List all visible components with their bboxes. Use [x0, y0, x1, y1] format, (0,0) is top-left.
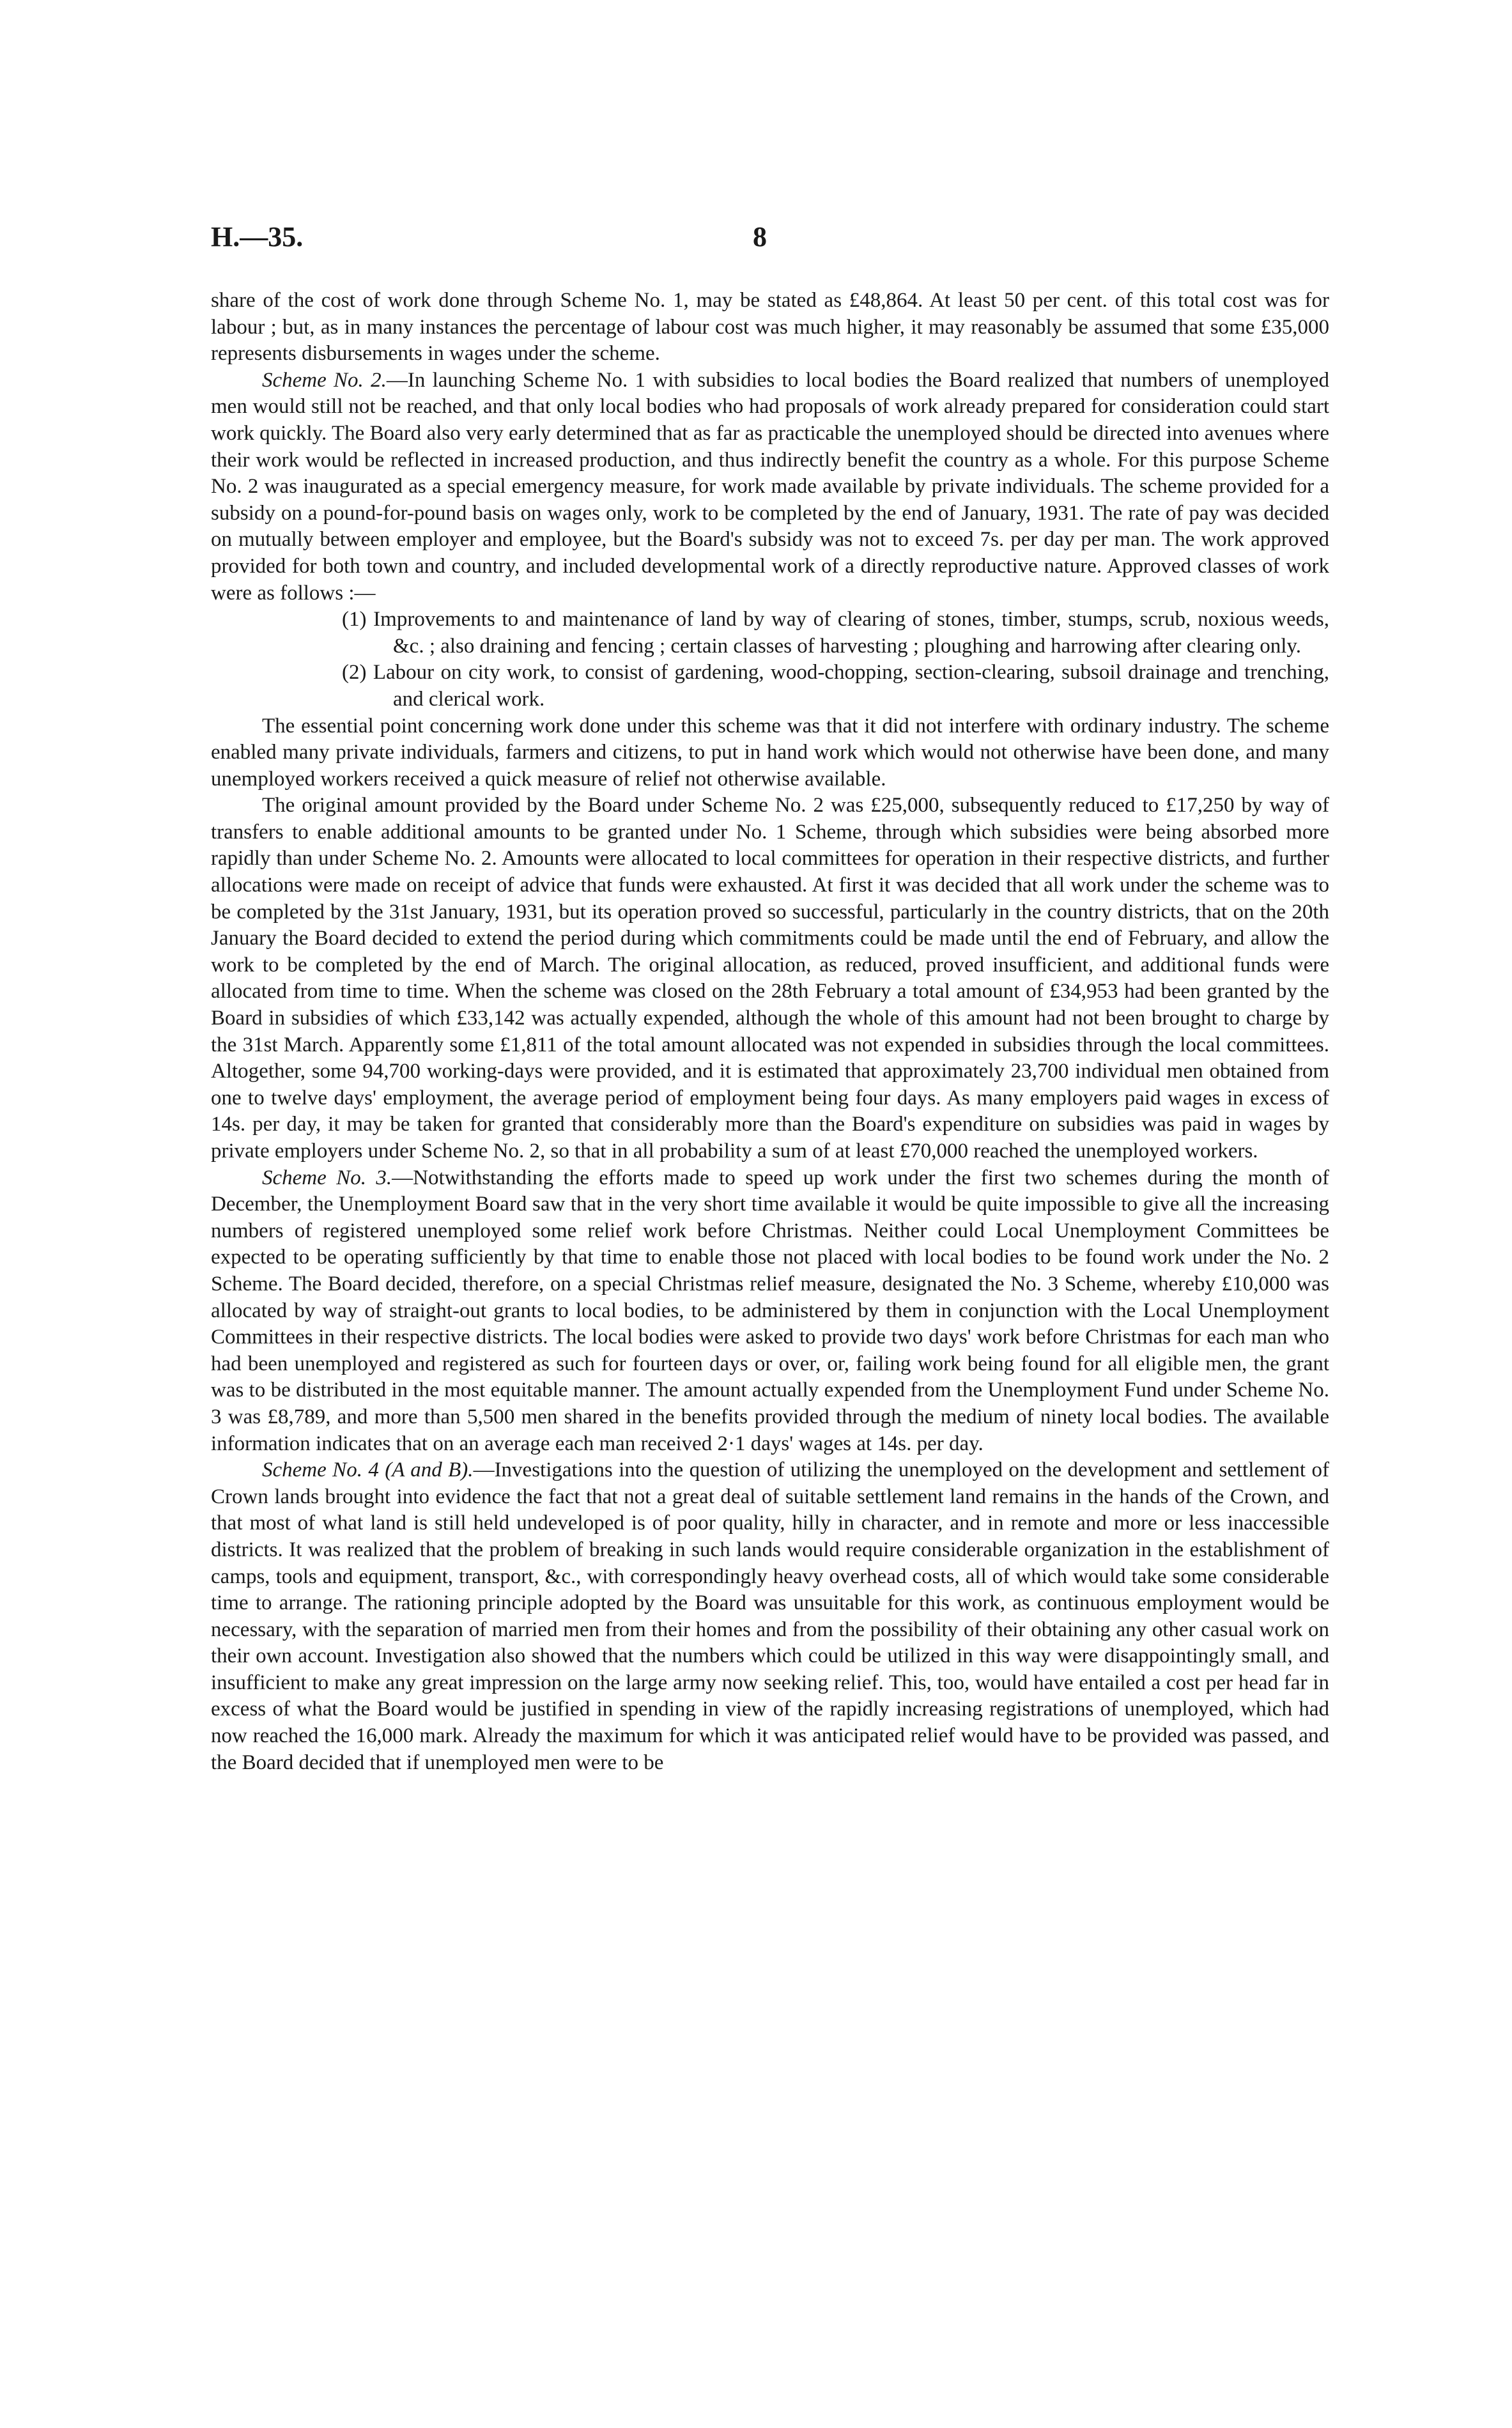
body-text: [211, 288, 1329, 1776]
scheme-3-text: —Notwithstanding the efforts made to speed up work under the first two schemes during the month of December, the Unemployment Board saw that in the very short time available it would be quite impossible to give all the increasing numbers of registered unemployed some relief work before Christmas. Neither could Local Unemployment Committees be expected to be operating sufficiently by that time to enable those not placed with local bodies to be found work under the No. 2 Scheme. The Board decided, therefore, on a special Christmas relief measure, designated the No. 3 Scheme, whereby £10,000 was allocated by way of straight-out grants to local bodies, to be administered by them in conjunction with the Local Unemployment Committees in their respective districts. The local bodies were asked to provide two days' work before Christmas for each man who had been unemployed and registered as such for fourteen days or over, or, failing work being found for all eligible men, the grant was to be distributed in the most equitable manner. The amount actually expended from the Unemployment Fund under Scheme No. 3 was £8,789, and more than 5,500 men shared in the benefits provided through the medium of ninety local bodies. The available information indicates that on an average each man received 2·1 days' wages at 14s. per day.: [211, 1166, 1329, 1455]
paragraph-essential-point: The essential point concerning work done under this scheme was that it did not interfere with ordinary industry. The scheme enabled many private individuals, farmers and citizens, to put in hand work which would not otherwise have been done, and many unemployed workers received a quick measure of relief not otherwise available.: [211, 714, 1329, 791]
scheme-2-heading: Scheme No. 2.: [262, 368, 387, 392]
paragraph-original-amount: The original amount provided by the Board under Scheme No. 2 was £25,000, subsequently reduced to £17,250 by way of transfers to enable additional amounts to be granted under No. 1 Scheme, through which subsidies were being absorbed more rapidly than under Scheme No. 2. Amounts were allocated to local committees for operation in their respective districts, and further allocations were made on receipt of advice that funds were exhausted. At first it was decided that all work under the scheme was to be completed by the 31st January, 1931, but its operation proved so successful, particularly in the country districts, that on the 20th January the Board decided to extend the period during which commitments could be made until the end of February, and allow the work to be completed by the end of March. The original allocation, as reduced, proved insufficient, and additional funds were allocated from time to time. When the scheme was closed on the 28th February a total amount of £34,953 had been granted by the Board in subsidies of which £33,142 was actually expended, although the whole of this amount had not been brought to charge by the 31st March. Apparently some £1,811 of the total amount allocated was not expended in subsidies through the local committees. Altogether, some 94,700 working-days were provided, and it is estimated that approximately 23,700 individual men obtained from one to twelve days' employment, the average period of employment being four days. As many employers paid wages in excess of 14s. per day, it may be taken for granted that considerably more than the Board's expenditure on subsidies was paid in wages by private employers under Scheme No. 2, so that in all probability a sum of at least £70,000 reached the unemployed workers.: [211, 794, 1329, 1163]
paragraph-scheme-3: [211, 1165, 1329, 1458]
document-reference: H.—35.: [211, 221, 304, 252]
list-item-1: (1) Improvements to and maintenance of land by way of clearing of stones, timber, stumps, scrub, noxious weeds, &c. ; also draining and fencing ; certain classes of harvesting ; ploughing and harrowing after clearing only.: [342, 608, 1329, 658]
list-item-2: (2) Labour on city work, to consist of gardening, wood-chopping, section-clearing, subsoil drainage and trenching, and clerical work.: [342, 661, 1329, 711]
paragraph-scheme-2: [211, 367, 1329, 607]
scheme-3-heading: Scheme No. 3.: [262, 1166, 392, 1189]
paragraph-continuation: share of the cost of work done through Scheme No. 1, may be stated as £48,864. At least 50 per cent. of this total cost was for labour ; but, as in many instances the percentage of labour cost was much higher, it may reasonably be assumed that some £35,000 represents disbursements in wages under the scheme.: [211, 289, 1329, 366]
scheme-4-heading: Scheme No. 4 (A and B).: [262, 1458, 474, 1482]
page-number: 8: [753, 221, 767, 252]
scheme-2-text: —In launching Scheme No. 1 with subsidies to local bodies the Board realized that numbers of unemployed men would still not be reached, and that only local bodies who had proposals of work already prepared for consideration could start work quickly. The Board also very early determined that as far as practicable the unemployed should be directed into avenues where their work would be reflected in increased production, and thus indirectly benefit the country as a whole. For this purpose Scheme No. 2 was inaugurated as a special emergency measure, for work made available by private individuals. The scheme provided for a subsidy on a pound-for-pound basis on wages only, work to be completed by the end of January, 1931. The rate of pay was decided on mutually between employer and employee, but the Board's subsidy was not to exceed 7s. per day per man. The work approved provided for both town and country, and included developmental work of a directly reproductive nature. Approved classes of work were as follows :—: [211, 368, 1329, 605]
paragraph-scheme-4: [211, 1457, 1329, 1776]
page-header: [211, 220, 1329, 265]
scheme-4-text: —Investigations into the question of utilizing the unemployed on the development and settlement of Crown lands brought into evidence the fact that not a great deal of suitable settlement land remains in the hands of the Crown, and that most of what land is still held undeveloped is of poor quality, hilly in character, and in remote and more or less inaccessible districts. It was realized that the problem of breaking in such lands would require considerable organization in the establishment of camps, tools and equipment, transport, &c., with correspondingly heavy overhead costs, all of which would take some considerable time to arrange. The rationing principle adopted by the Board was unsuitable for this work, as continuous employment would be necessary, with the separation of married men from their homes and from the possibility of their obtaining any other casual work on their own account. Investigation also showed that the numbers which could be utilized in this way were disappointingly small, and insufficient to make any great impression on the large army now seeking relief. This, too, would have entailed a cost per head far in excess of what the Board would be justified in spending in view of the rapidly increasing registrations of unemployed, which had now reached the 16,000 mark. Already the maximum for which it was anticipated relief would have to be provided was passed, and the Board decided that if unemployed men were to be: [211, 1458, 1330, 1774]
